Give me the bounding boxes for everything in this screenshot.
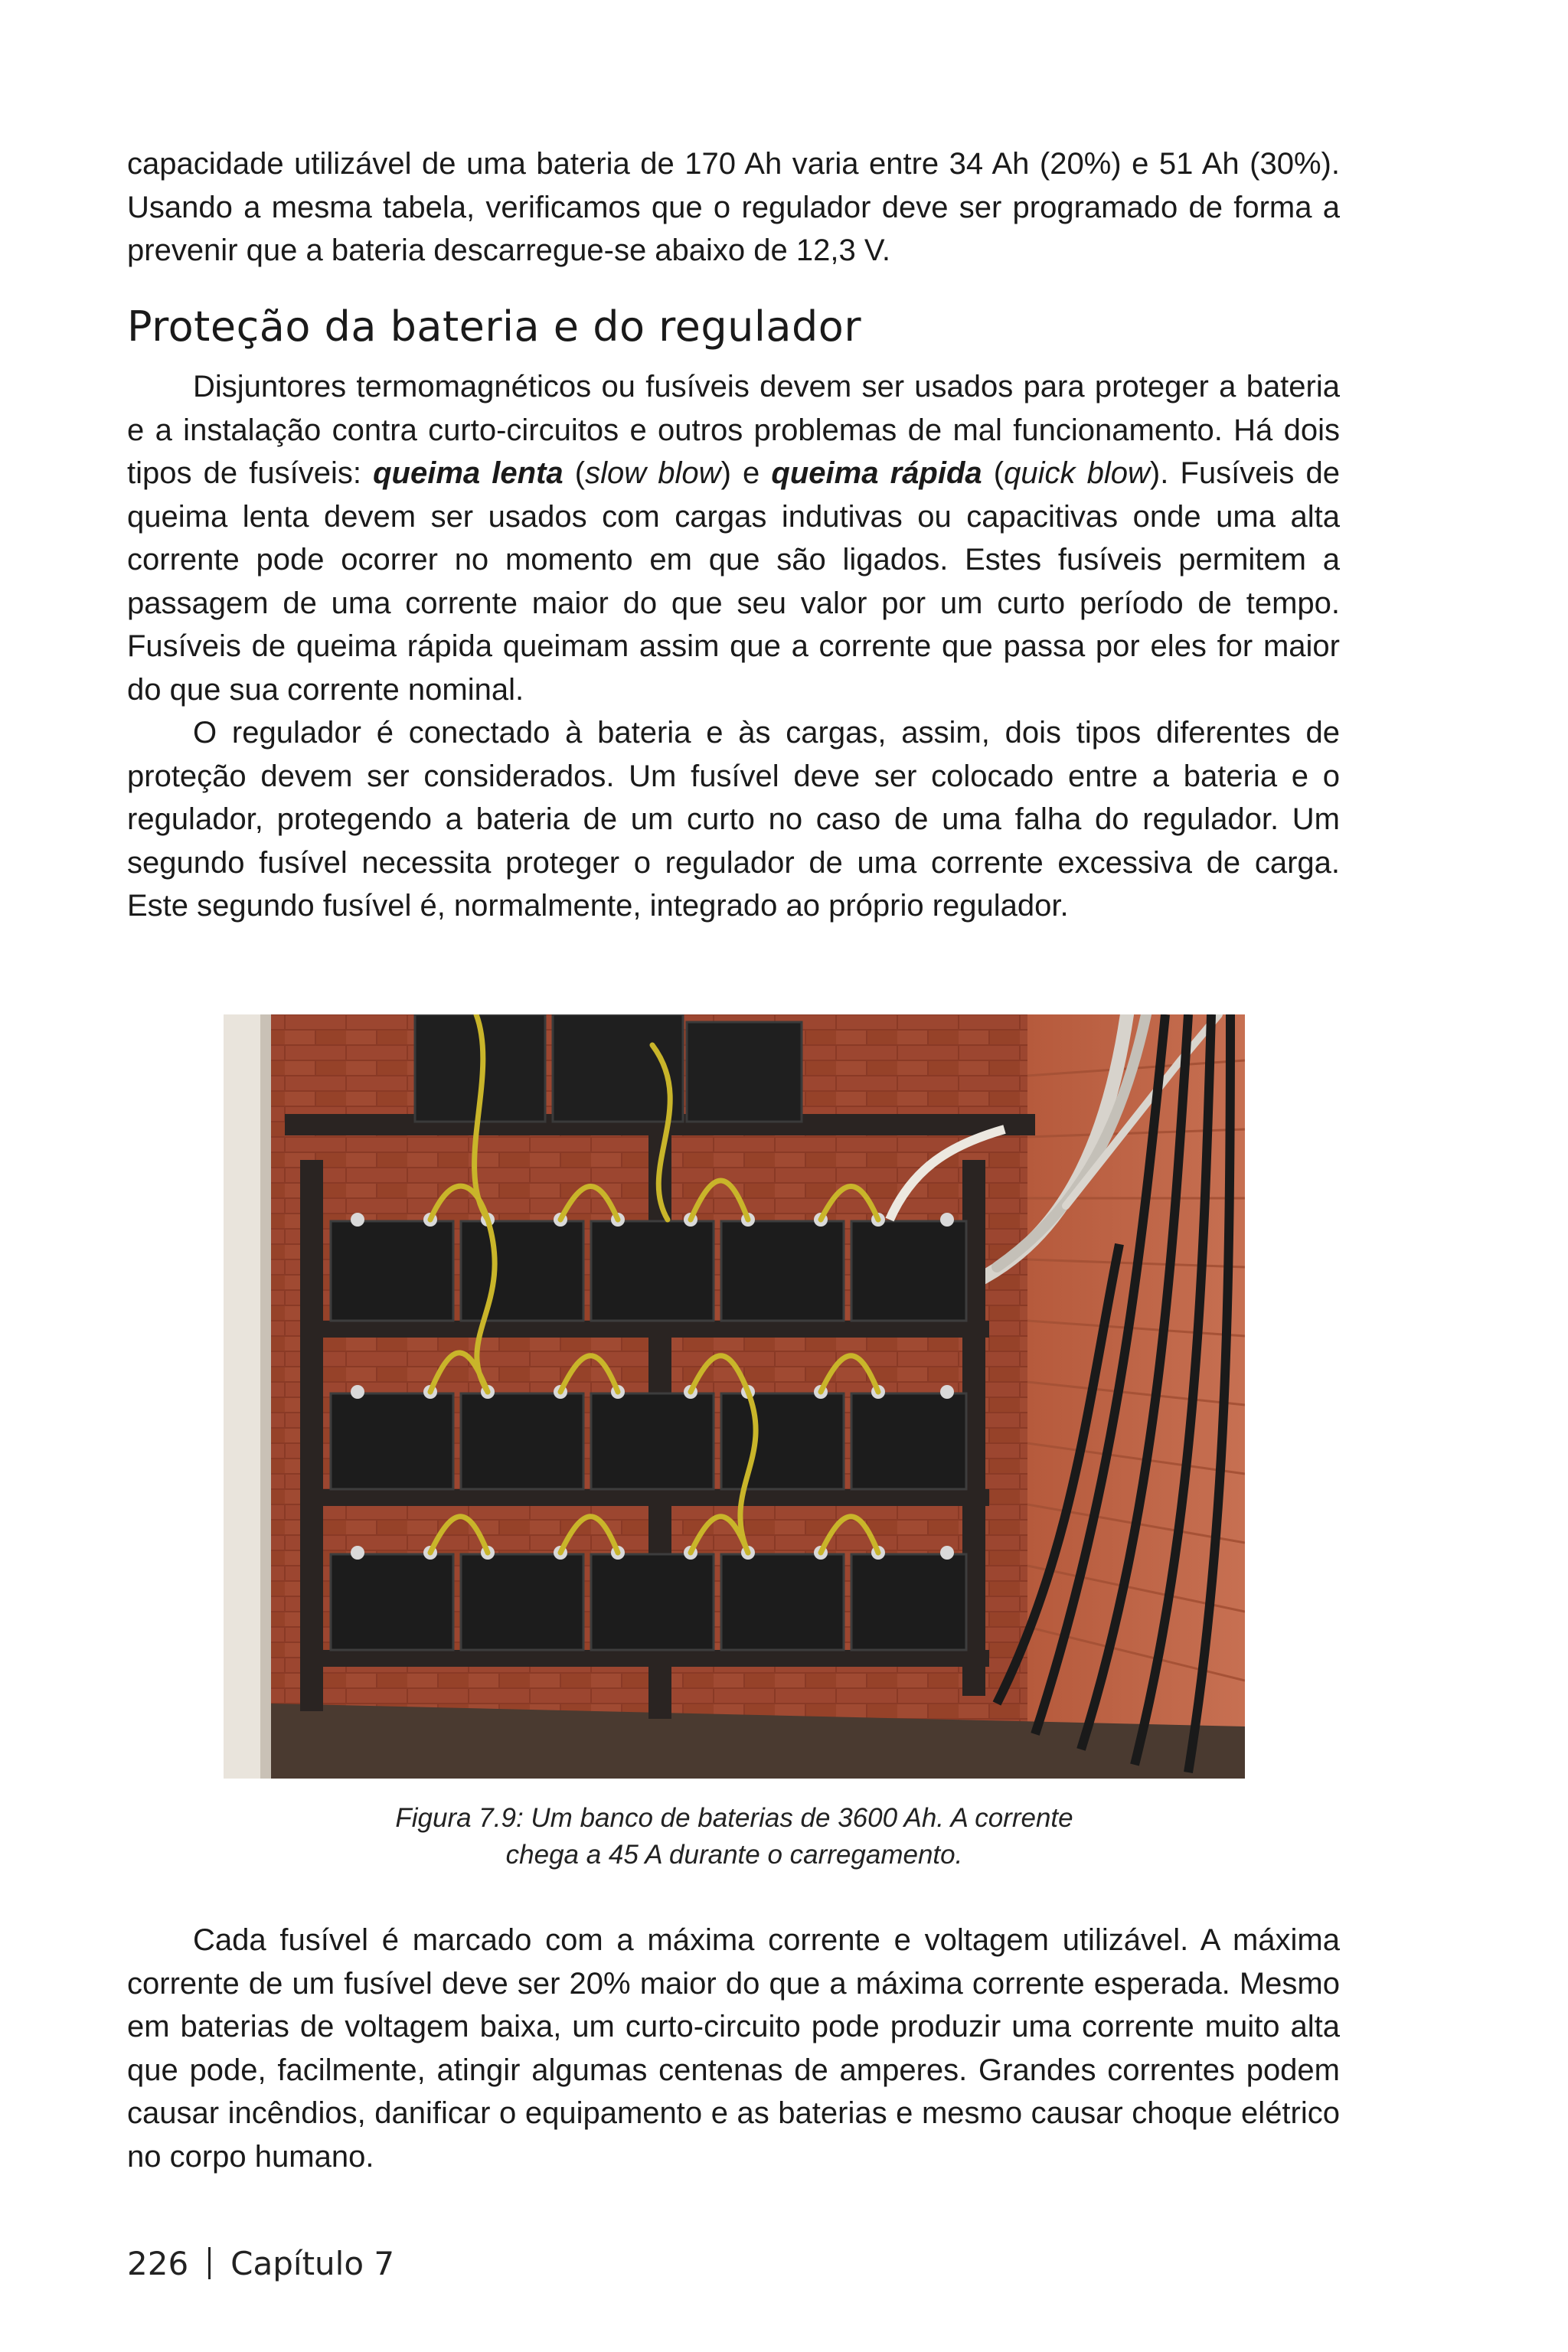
page-number: 226 <box>127 2245 189 2282</box>
term-slow-blow-en: slow blow <box>585 456 721 490</box>
chapter-label: Capítulo 7 <box>230 2245 395 2282</box>
term-quick-blow-en: quick blow <box>1004 456 1150 490</box>
intro-paragraph <box>127 142 1340 273</box>
figure-caption <box>224 1800 1245 1873</box>
fuse-text-part1: Disjuntores termomagnéticos ou fusíveis devem ser usados para proteger a bateria e a instalação contra curto-circuitos e outros problemas de mal funcionamento. Há dois tipos de fusíveis: <box>127 370 1340 490</box>
fuse-text-part2: ). Fusíveis de queima lenta devem ser usados com cargas indutivas ou capacitivas onde uma alta corrente pode ocorrer no momento em que são ligados. Estes fusíveis permitem a passagem de uma corrente maior do que seu valor por um curto período de tempo. Fusíveis de queima rápida queimam assim que a corrente que passa por eles for maior do que sua corrente nominal. <box>127 456 1341 707</box>
paragraph-fuse-types <box>127 365 1340 711</box>
battery-bank-illustration <box>224 1014 1245 1779</box>
term-quick-blow: queima rápida <box>771 456 982 490</box>
section-body <box>127 365 1340 928</box>
paren-open-2: ( <box>982 456 1004 490</box>
term-slow-blow: queima lenta <box>373 456 564 490</box>
page-footer <box>127 2245 394 2282</box>
paragraph-regulator: O regulador é conectado à bateria e às cargas, assim, dois tipos diferentes de proteção devem ser considerados. Um fusível deve ser colocado entre a bateria e o regulador, protegendo a bateria de um curto no caso de uma falha do regulador. Um segundo fusível necessita proteger o regulador de uma corrente excessiva de carga. Este segundo fusível é, normalmente, integrado ao próprio regulador. <box>127 716 1340 923</box>
footer-separator <box>208 2247 211 2279</box>
intro-paragraph-text: capacidade utilizável de uma bateria de 170 Ah varia entre 34 Ah (20%) e 51 Ah (30%). Usando a mesma tabela, verificamos que o regulador deve ser programado de forma a prevenir que a bateria descarregue-se abaixo de 12,3 V. <box>127 147 1340 267</box>
connector-text: ) e <box>720 456 772 490</box>
closing-section <box>127 1919 1340 2178</box>
caption-line-1: Figura 7.9: Um banco de baterias de 3600 Ah. A corrente <box>395 1803 1073 1833</box>
paragraph-fuse-rating: Cada fusível é marcado com a máxima corrente e voltagem utilizável. A máxima corrente de um fusível deve ser 20% maior do que a máxima corrente esperada. Mesmo em baterias de voltagem baixa, um curto-circuito pode produzir uma corrente muito alta que pode, facilmente, atingir algumas centenas de amperes. Grandes correntes podem causar incêndios, danificar o equipamento e as baterias e mesmo causar choque elétrico no corpo humano. <box>127 1923 1340 2174</box>
battery-bank-photo <box>224 1014 1245 1779</box>
section-heading: Proteção da bateria e do regulador <box>127 302 862 351</box>
paren-open-1: ( <box>563 456 586 490</box>
caption-line-2: chega a 45 A durante o carregamento. <box>505 1840 963 1870</box>
